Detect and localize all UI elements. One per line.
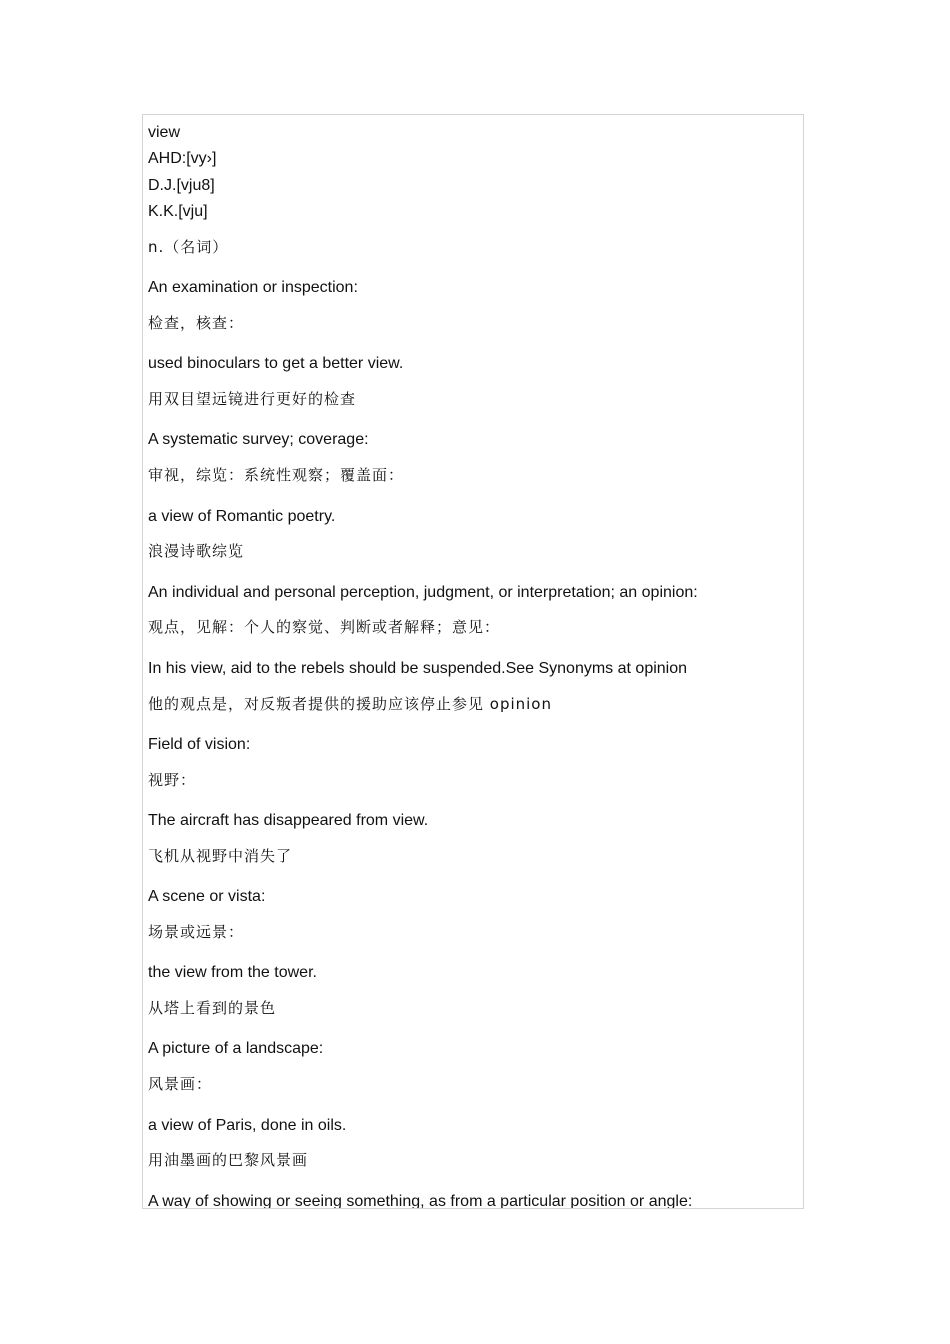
sense-3-zh: 观点，见解：个人的察觉、判断或者解释；意见： [148, 618, 501, 636]
sense-6-zh: 风景画： [148, 1075, 213, 1093]
sense-4-en: Field of vision: [148, 736, 251, 753]
part-of-speech: n.（名词） [148, 238, 229, 256]
headword: view [148, 124, 181, 141]
sense-1-zh: 检查，核查： [148, 314, 245, 332]
example-3-zh: 他的观点是，对反叛者提供的援助应该停止参见 opinion [148, 695, 552, 713]
example-2-zh: 浪漫诗歌综览 [148, 542, 245, 560]
pronunciation-ahd: AHD:[vy›] [148, 150, 217, 167]
example-3-en: In his view, aid to the rebels should be suspended.See Synonyms at opinion [148, 660, 688, 677]
example-5-en: the view from the tower. [148, 964, 317, 981]
example-6-zh: 用油墨画的巴黎风景画 [148, 1151, 309, 1169]
sense-3-en: An individual and personal perception, judgment, or interpretation; an opinion: [148, 584, 698, 601]
example-1-zh: 用双目望远镜进行更好的检查 [148, 390, 357, 408]
sense-4-zh: 视野： [148, 771, 197, 789]
pronunciation-kk: K.K.[vju] [148, 203, 208, 220]
example-4-en: The aircraft has disappeared from view. [148, 812, 429, 829]
sense-2-en: A systematic survey; coverage: [148, 431, 369, 448]
example-6-en: a view of Paris, done in oils. [148, 1117, 347, 1134]
sense-2-zh: 审视，综览：系统性观察；覆盖面： [148, 466, 405, 484]
example-1-en: used binoculars to get a better view. [148, 355, 404, 372]
sense-7-en: A way of showing or seeing something, as from a particular position or angle: [148, 1193, 693, 1209]
dictionary-entry-frame [142, 114, 804, 1209]
sense-5-en: A scene or vista: [148, 888, 266, 905]
example-4-zh: 飞机从视野中消失了 [148, 847, 293, 865]
sense-6-en: A picture of a landscape: [148, 1040, 324, 1057]
example-5-zh: 从塔上看到的景色 [148, 999, 277, 1017]
example-2-en: a view of Romantic poetry. [148, 508, 336, 525]
sense-1-en: An examination or inspection: [148, 279, 358, 296]
pronunciation-dj: D.J.[vju8] [148, 177, 215, 194]
sense-5-zh: 场景或远景： [148, 923, 245, 941]
